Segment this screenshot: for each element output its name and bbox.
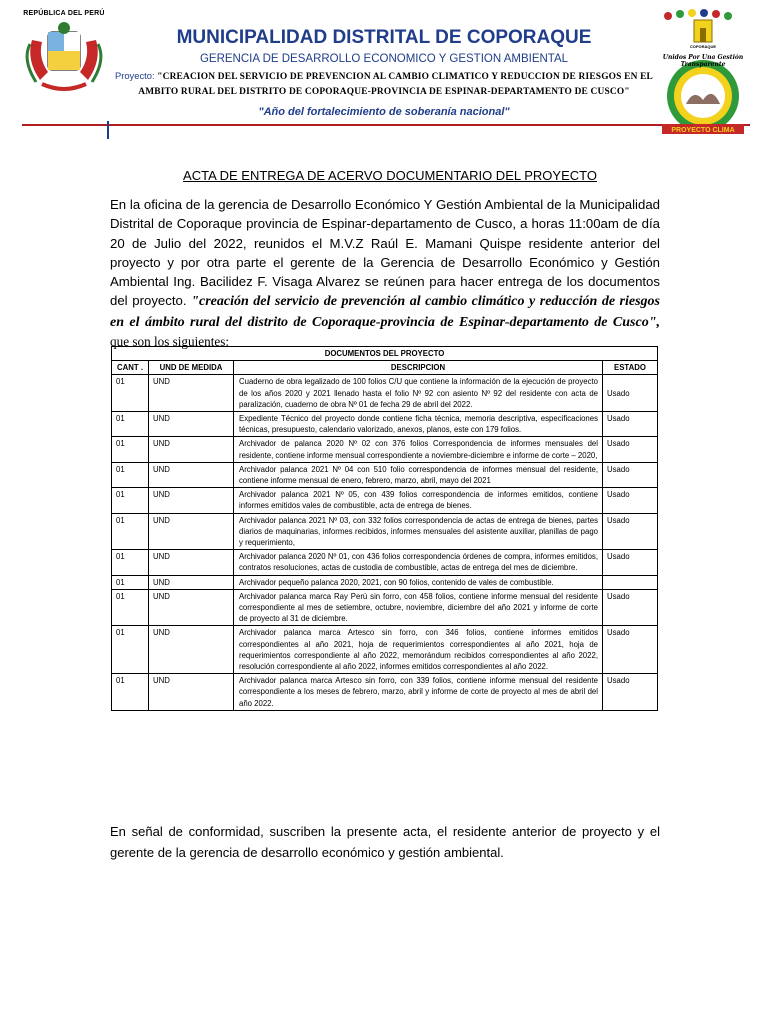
cell-descripcion: Cuaderno de obra legalizado de 100 folios C/U que contiene la información de la ejecución de proyecto de los años 2020 y 2021 llenado hasta el folio Nº 92 con asiento Nº 92 del residente con acta de paralización, cuaderno de obra Nº 01 de fecha 29 de abril del 2022. <box>234 375 603 412</box>
project-label: Proyecto: <box>114 70 158 81</box>
cell-cant: 01 <box>112 412 149 437</box>
cell-cant: 01 <box>112 550 149 575</box>
cell-estado: Usado <box>603 462 658 487</box>
cell-cant: 01 <box>112 674 149 711</box>
coat-of-arms-icon <box>22 10 106 94</box>
cell-und: UND <box>149 589 234 626</box>
document-title: ACTA DE ENTREGA DE ACERVO DOCUMENTARIO DEL PROYECTO <box>183 168 597 183</box>
cell-descripcion: Archivador de palanca 2020 Nº 02 con 376 folios Correspondencia de informes mensuales del residente, contiene informe mensual correspondiente a noviembre-diciembre e informe de corte – 2020, <box>234 437 603 462</box>
cell-cant: 01 <box>112 513 149 550</box>
cell-estado <box>603 575 658 589</box>
closing-paragraph: En señal de conformidad, suscriben la presente acta, el residente anterior de proyecto y el gerente de la gerencia de desarrollo económico y gestión ambiental. <box>110 824 660 860</box>
cell-und: UND <box>149 462 234 487</box>
svg-text:PROYECTO CLIMA: PROYECTO CLIMA <box>671 127 735 134</box>
cell-estado: Usado <box>603 550 658 575</box>
table-row <box>112 375 658 412</box>
cell-cant: 01 <box>112 589 149 626</box>
cell-estado: Usado <box>603 626 658 674</box>
cell-cant: 01 <box>112 375 149 412</box>
peru-crest-logo <box>22 10 106 94</box>
cell-cant: 01 <box>112 437 149 462</box>
header-cant: CANT . <box>112 361 149 375</box>
cell-und: UND <box>149 437 234 462</box>
project-name: "CREACION DEL SERVICIO DE PREVENCION AL CAMBIO CLIMATICO Y REDUCCION DE RIESGOS EN EL AMBITO RURAL DEL DISTRITO DE COPORAQUE-PROVINCIA DE ESPINAR-DEPARTAMENTO DE CUSCO" <box>138 72 654 97</box>
cell-cant: 01 <box>112 462 149 487</box>
header-estado: ESTADO <box>603 361 658 375</box>
cell-und: UND <box>149 550 234 575</box>
cell-descripcion: Archivador pequeño palanca 2020, 2021, con 90 folios, contenido de vales de combustible. <box>234 575 603 589</box>
cell-descripcion: Archivador palanca 2021 Nº 03, con 332 folios correspondencia de actas de entrega de bienes, partes diarios de maquinarias, informes recibidos, informes mensuales del asistente auxiliar, planillas de pago y requerimiento, <box>234 513 603 550</box>
header-divider <box>22 124 750 126</box>
documents-table <box>111 346 658 711</box>
cell-estado: Usado <box>603 375 658 412</box>
cell-und: UND <box>149 375 234 412</box>
cell-descripcion: Archivador palanca marca Artesco sin forro, con 339 folios, contiene informe mensual del residente correspondiente a los meses de febrero, marzo, abril y informe de corte de proyecto al mes de abril del año 2022. <box>234 674 603 711</box>
table-row <box>112 462 658 487</box>
municipal-seal-icon <box>648 8 758 138</box>
cell-estado: Usado <box>603 513 658 550</box>
table-body <box>112 375 658 710</box>
municipality-title: MUNICIPALIDAD DISTRITAL DE COPORAQUE <box>176 27 592 48</box>
intro-project-name: "creación del servicio de prevención al cambio climático y reducción de riesgos en el ámbito rural del distrito de Coporaque-provincia de Espinar-departamento de Cusco", <box>110 294 661 330</box>
table-row <box>112 437 658 462</box>
table-row <box>112 626 658 674</box>
table-caption: DOCUMENTOS DEL PROYECTO <box>112 347 658 361</box>
cell-cant: 01 <box>112 488 149 513</box>
cell-descripcion: Archivador palanca 2021 Nº 05, con 439 folios correspondencia de informes emitidos, contiene informes emitidos vales de combustible, acta de entrega de bienes. <box>234 488 603 513</box>
cell-und: UND <box>149 674 234 711</box>
svg-text:COPORAQUE: COPORAQUE <box>689 44 717 49</box>
cell-descripcion: Archivador palanca 2021 Nº 04 con 510 folio correspondencia de informes mensual del residente, contiene informe mensual de enero, febrero, marzo, abril, mayo del 2021 <box>234 462 603 487</box>
cell-und: UND <box>149 575 234 589</box>
cell-estado: Usado <box>603 437 658 462</box>
coporaque-logo <box>648 8 758 138</box>
intro-text: En la oficina de la gerencia de Desarrollo Económico Y Gestión Ambiental de la Municipalidad Distrital de Coporaque provincia de Espinar-departamento de Cusco, a horas 11:00am de día 20 de Julio del 2022, reunidos el M.V.Z Raúl E. Mamani Quispe residente anterior del proyecto y por otra parte el gerente de la Gerencia de Desarrollo Económico y Gestión Ambiental Ing. Bacilidez F. Visaga Alvarez se reúnen para hacer entrega de los documentos del proyecto. <box>110 197 660 309</box>
cell-und: UND <box>149 626 234 674</box>
header-descripcion: DESCRIPCION <box>234 361 603 375</box>
table-row <box>112 550 658 575</box>
cell-cant: 01 <box>112 575 149 589</box>
cursor-mark <box>107 121 109 139</box>
table-row <box>112 589 658 626</box>
project-line <box>108 69 660 99</box>
cell-estado: Usado <box>603 674 658 711</box>
logo-tagline: Unidos Por Una Gestión Transparente <box>662 54 744 68</box>
header-und: UND DE MEDIDA <box>149 361 234 375</box>
year-motto: "Año del fortalecimiento de soberanía nacional" <box>258 106 510 118</box>
cell-descripcion: Archivador palanca marca Ray Perú sin forro, con 458 folios, contiene informe mensual del residente correspondiente al mes de setiembre, octubre, noviembre, diciembre del año 2021 y informe de corte de proyecto al 31 de diciembre. <box>234 589 603 626</box>
cell-und: UND <box>149 488 234 513</box>
cell-estado: Usado <box>603 488 658 513</box>
crest-caption: REPÚBLICA DEL PERÚ <box>23 10 105 17</box>
cell-und: UND <box>149 513 234 550</box>
cell-descripcion: Archivador palanca 2020 Nº 01, con 436 folios correspondencia órdenes de compra, informes emitidos, contratos resoluciones, actas de custodia de combustible, actas de entrega del mes de diciembre. <box>234 550 603 575</box>
cell-descripcion: Expediente Técnico del proyecto donde contiene ficha técnica, memoria descriptiva, especificaciones técnicas, presupuesto, calendario valorizado, anexos, planos, este con 179 folios. <box>234 412 603 437</box>
cell-estado: Usado <box>603 412 658 437</box>
cell-cant: 01 <box>112 626 149 674</box>
cell-descripcion: Archivador palanca marca Artesco sin forro, con 346 folios, contiene informes emitidos correspondientes al año 2021, hoja de requerimientos correspondientes al año 2021, hoja de requerimientos correspondiente al año 2022, memorándum recibidos correspondientes al año 2022, resolución correspondiente al año 2022, informes emitidos correspondientes al año 2022. <box>234 626 603 674</box>
cell-und: UND <box>149 412 234 437</box>
department-subtitle: GERENCIA DE DESARROLLO ECONOMICO Y GESTION AMBIENTAL <box>199 53 569 65</box>
cell-estado: Usado <box>603 589 658 626</box>
table-row <box>112 513 658 550</box>
table-row <box>112 674 658 711</box>
table-row <box>112 488 658 513</box>
table-row <box>112 575 658 589</box>
intro-paragraph <box>110 195 660 351</box>
intro-tail: que son los siguientes: <box>110 334 230 350</box>
table-row <box>112 412 658 437</box>
